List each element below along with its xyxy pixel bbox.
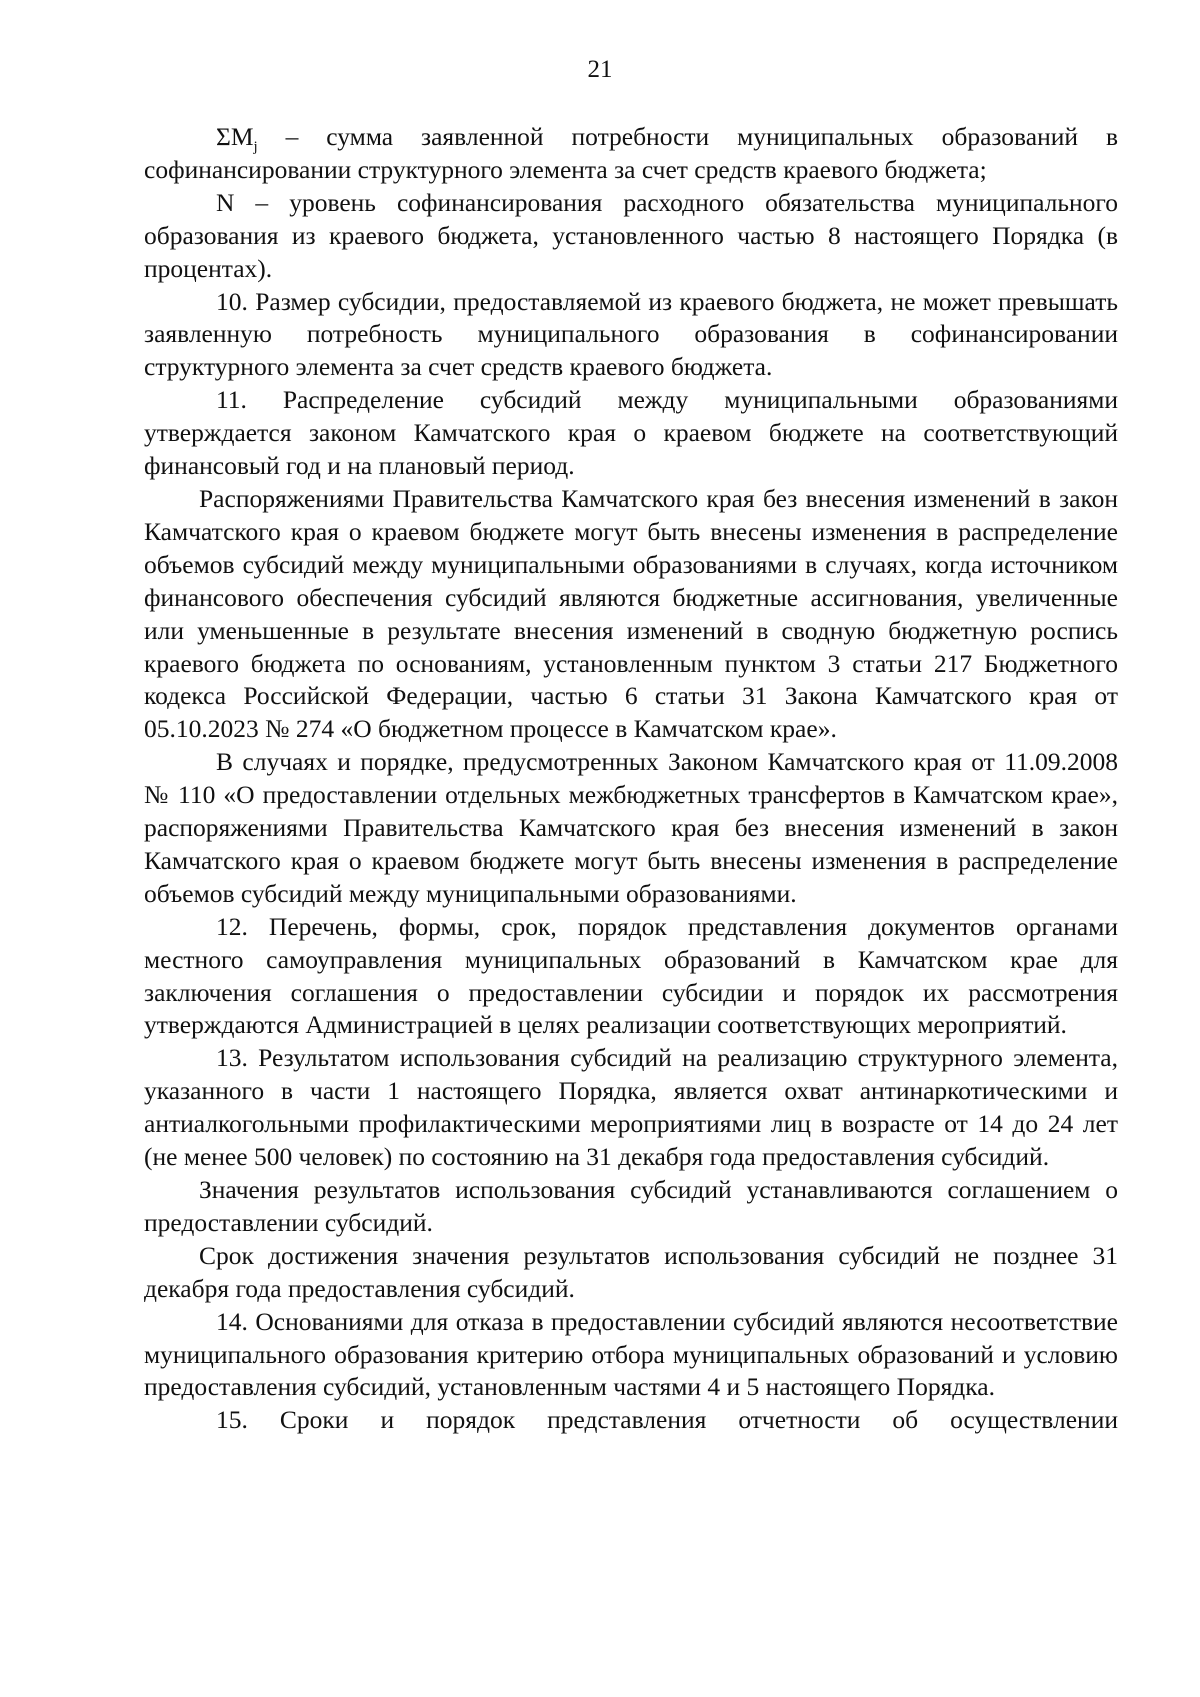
sigma-subscript: j bbox=[253, 139, 258, 156]
sigma-definition-text: – сумма заявленной потребности муниципальных образований в софинансировании структурного элемента за счет средств краевого бюджета; bbox=[144, 122, 1118, 184]
document-body bbox=[144, 121, 1118, 1437]
page-number: 21 bbox=[587, 56, 613, 83]
paragraph-12: 12. Перечень, формы, срок, порядок представления документов органами местного самоуправления муниципальных образований в Камчатском крае для заключения соглашения о предоставлении субсидии и порядок их рассмотрения утверждаются Администрацией в целях реализации соответствующих мероприятий. bbox=[144, 911, 1118, 1040]
paragraph-sigma-definition bbox=[144, 121, 1118, 187]
paragraph-11-part-2: Распоряжениями Правительства Камчатского края без внесения изменений в закон Камчатского края о краевом бюджете могут быть внесены изменения в распределение объемов субсидий между муниципальными образованиями в случаях, когда источником финансового обеспечения субсидий являются бюджетные ассигнования, увеличенные или уменьшенные в результате внесения изменений в сводную бюджетную роспись краевого бюджета по основаниям, установленным пунктом 3 статьи 217 Бюджетного кодекса Российской Федерации, частью 6 статьи 31 Закона Камчатского края от 05.10.2023 № 274 «О бюджетном процессе в Камчатском крае». bbox=[144, 483, 1118, 744]
paragraph-11: 11. Распределение субсидий между муниципальными образованиями утверждается законом Камчатского края о краевом бюджете на соответствующий финансовый год и на плановый период. bbox=[144, 385, 1118, 481]
paragraph-n-definition: N – уровень софинансирования расходного обязательства муниципального образования из краевого бюджета, установленного частью 8 настоящего Порядка (в процентах). bbox=[144, 187, 1118, 283]
paragraph-10: 10. Размер субсидии, предоставляемой из краевого бюджета, не может превышать заявленную потребность муниципального образования в софинансировании структурного элемента за счет средств краевого бюджета. bbox=[144, 286, 1118, 382]
paragraph-14: 14. Основаниями для отказа в предоставлении субсидий являются несоответствие муниципального образования критерию отбора муниципальных образований и условию предоставления субсидий, установленным частями 4 и 5 настоящего Порядка. bbox=[144, 1306, 1118, 1402]
paragraph-13-part-3: Срок достижения значения результатов использования субсидий не позднее 31 декабря года предоставления субсидий. bbox=[144, 1240, 1118, 1303]
paragraph-15: 15. Сроки и порядок представления отчетности об осуществлении bbox=[216, 1405, 1118, 1435]
sigma-symbol: ΣM bbox=[216, 122, 254, 151]
paragraph-11-part-3: В случаях и порядке, предусмотренных Законом Камчатского края от 11.09.2008 № 110 «О предоставлении отдельных межбюджетных трансфертов в Камчатском крае», распоряжениями Правительства Камчатского края без внесения изменений в закон Камчатского края о краевом бюджете могут быть внесены изменения в распределение объемов субсидий между муниципальными образованиями. bbox=[144, 747, 1118, 908]
paragraph-13: 13. Результатом использования субсидий на реализацию структурного элемента, указанного в части 1 настоящего Порядка, является охват антинаркотическими и антиалкогольными профилактическими мероприятиями лиц в возрасте от 14 до 24 лет (не менее 500 человек) по состоянию на 31 декабря года предоставления субсидий. bbox=[144, 1043, 1118, 1172]
paragraph-13-part-2: Значения результатов использования субсидий устанавливаются соглашением о предоставлении субсидий. bbox=[144, 1175, 1118, 1237]
